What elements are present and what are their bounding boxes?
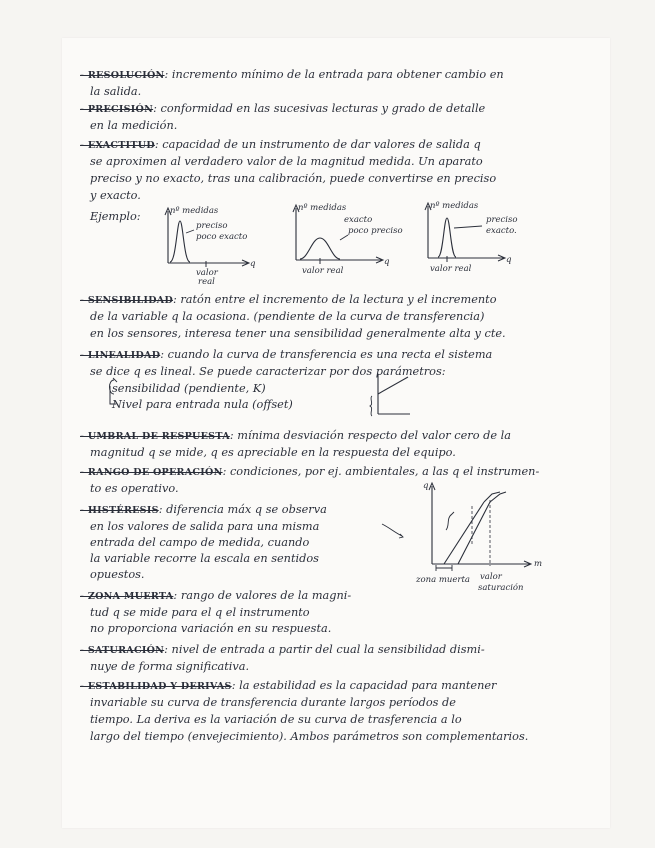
note-line	[90, 310, 484, 324]
note-text: en los valores de salida para una misma	[90, 520, 320, 533]
plot3-valor-real: valor real	[430, 264, 472, 274]
plot-precise-exact	[414, 198, 544, 278]
plot1-ylabel: nº medidas	[170, 206, 219, 216]
note-line	[80, 102, 485, 117]
note-text: : incremento mínimo de la entrada para obtener cambio en	[164, 68, 504, 81]
note-line	[90, 172, 496, 186]
note-line	[90, 552, 319, 566]
note-text: de la variable q la ocasiona. (pendiente de la curva de transferencia)	[90, 310, 485, 323]
note-text: entrada del campo de medida, cuando	[90, 536, 310, 549]
plot3-ylabel: nº medidas	[430, 201, 479, 211]
term-heading: - ESTABILIDAD Y DERIVAS	[80, 681, 232, 692]
note-line	[90, 568, 145, 582]
plot3-note2: exacto.	[486, 226, 517, 236]
note-text: la variable recorre la escala en sentidos	[90, 552, 319, 565]
note-text: : la estabilidad es la capacidad para mantener	[231, 679, 497, 692]
plot2-valor-real: valor real	[302, 266, 344, 276]
note-line	[90, 327, 506, 341]
notebook-sheet	[62, 38, 610, 828]
plot2-note2: poco preciso	[348, 226, 403, 236]
note-text: no proporciona variación en su respuesta.	[90, 622, 332, 635]
note-line	[80, 503, 327, 518]
note-text: y exacto.	[90, 189, 141, 202]
note-line	[90, 730, 528, 744]
note-text: invariable su curva de transferencia durante largos períodos de	[90, 696, 456, 709]
note-line	[90, 606, 310, 620]
note-text: : condiciones, por ej. ambientales, a las q el instrumen-	[222, 465, 540, 478]
term-heading: - EXACTITUD	[80, 140, 155, 151]
plot2-xlabel: q	[384, 257, 390, 267]
note-text: : diferencia máx q se observa	[158, 503, 327, 516]
term-heading: - SENSIBILIDAD	[80, 295, 173, 306]
note-text: : nivel de entrada a partir del cual la sensibilidad dismi-	[164, 643, 485, 656]
note-line	[80, 293, 497, 308]
term-heading: - SATURACIÓN	[80, 645, 165, 656]
note-text: opuestos.	[90, 568, 145, 581]
note-line	[90, 713, 462, 727]
hyst-ylabel: q	[423, 481, 429, 491]
hyst-sat2: saturación	[478, 583, 524, 593]
plot1-xlabel: q	[250, 259, 256, 269]
plot-precise-not-exact	[152, 203, 272, 287]
note-line	[80, 429, 511, 444]
note-text: : capacidad de un instrumento de dar valores de salida q	[154, 138, 481, 151]
hyst-sat1: valor	[480, 572, 502, 582]
note-text: Nivel para entrada nula (offset)	[112, 398, 293, 411]
plot1-note1: preciso	[196, 221, 228, 231]
term-heading: - PRECISIÓN	[80, 104, 154, 115]
note-text: : rango de valores de la magni-	[173, 589, 352, 602]
note-text: la salida.	[90, 85, 142, 98]
note-text: en los sensores, interesa tener una sensibilidad generalmente alta y cte.	[90, 327, 506, 340]
note-text: en la medición.	[90, 119, 178, 132]
note-line	[90, 536, 309, 550]
example-label: Ejemplo:	[90, 210, 141, 223]
term-heading: - ZONA MUERTA	[80, 591, 174, 602]
note-line	[90, 660, 249, 674]
note-line	[80, 589, 351, 604]
note-line	[80, 679, 496, 694]
plot1-real: real	[198, 277, 215, 287]
note-line	[90, 520, 319, 534]
hysteresis-figure	[380, 476, 610, 601]
note-text: : mínima desviación respecto del valor cero de la	[229, 429, 511, 442]
plot1-note2: poco exacto	[196, 232, 248, 242]
note-text: sensibilidad (pendiente, K)	[112, 382, 266, 395]
note-text: se dice q es lineal. Se puede caracterizar por dos parámetros:	[90, 365, 446, 378]
note-line	[80, 68, 504, 83]
note-line	[90, 119, 177, 133]
note-line	[80, 138, 481, 153]
note-line	[90, 155, 483, 169]
term-heading: - RANGO DE OPERACIÓN	[80, 467, 223, 478]
note-text: nuye de forma significativa.	[90, 660, 250, 673]
note-text: se aproximen al verdadero valor de la magnitud medida. Un aparato	[90, 155, 483, 168]
plot-exact-not-precise	[282, 200, 412, 280]
note-line	[90, 622, 331, 636]
note-text: tiempo. La deriva es la variación de su curva de trasferencia a lo	[90, 713, 462, 726]
plot1-valor: valor	[196, 268, 218, 278]
hyst-dead-zone: zona muerta	[416, 575, 470, 585]
plot2-note1: exacto	[344, 215, 373, 225]
plot3-xlabel: q	[506, 255, 512, 265]
term-heading: - HISTÉRESIS	[80, 505, 159, 516]
note-text: largo del tiempo (envejecimiento). Ambos parámetros son complementarios.	[90, 730, 529, 743]
note-text: preciso y no exacto, tras una calibración, puede convertirse en preciso	[90, 172, 497, 185]
plot2-ylabel: nº medidas	[298, 203, 347, 213]
note-text: to es operativo.	[90, 482, 179, 495]
note-text: : ratón entre el incremento de la lectura y el incremento	[172, 293, 497, 306]
note-line	[80, 643, 485, 658]
note-line	[90, 696, 456, 710]
note-line	[90, 189, 141, 203]
linearity-sketch	[82, 374, 412, 424]
term-heading: - UMBRAL DE RESPUESTA	[80, 431, 230, 442]
note-text: : conformidad en las sucesivas lecturas y grado de detalle	[153, 102, 486, 115]
note-line	[80, 348, 492, 363]
term-heading: - LINEALIDAD	[80, 350, 161, 361]
note-text: magnitud q se mide, q es apreciable en la respuesta del equipo.	[90, 446, 456, 459]
note-line	[90, 446, 456, 460]
note-line	[90, 85, 141, 99]
note-text: tud q se mide para el q el instrumento	[90, 606, 310, 619]
plot3-note1: preciso	[486, 215, 518, 225]
note-line	[90, 482, 179, 496]
hyst-xlabel: m	[534, 559, 543, 569]
term-heading: - RESOLUCIÓN	[80, 70, 165, 81]
note-text: : cuando la curva de transferencia es una recta el sistema	[160, 348, 493, 361]
